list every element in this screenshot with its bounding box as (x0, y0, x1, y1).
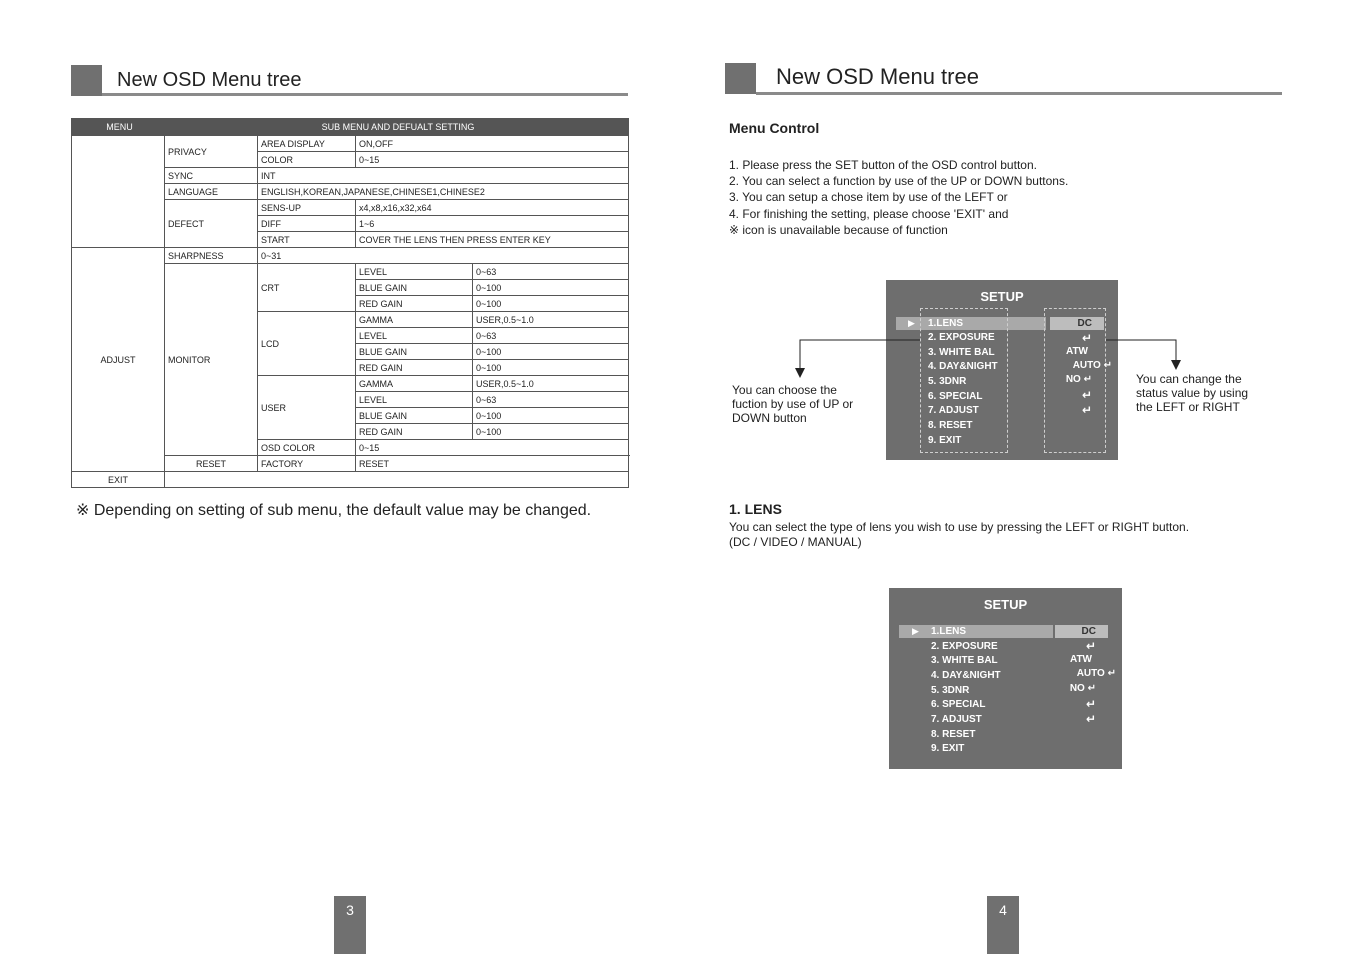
cell-area-display: AREA DISPLAY (258, 136, 356, 152)
menu-cell-exit: EXIT (72, 472, 165, 488)
cell-crt-blue-gain: BLUE GAIN (356, 280, 473, 296)
osd-item-special[interactable]: 6. SPECIAL (928, 391, 983, 402)
cell-sens-up: SENS-UP (258, 200, 356, 216)
osd-value-special: ↵ (1085, 697, 1096, 711)
cell-lcd-red-range: 0~100 (473, 360, 629, 376)
cell-languages: ENGLISH,KOREAN,JAPANESE,CHINESE1,CHINESE2 (258, 184, 629, 200)
instruction-2: 2. You can select a function by use of the UP or DOWN buttons. (729, 174, 1069, 188)
cell-on-off: ON,OFF (356, 136, 629, 152)
osd-value-exposure: ↵ (1085, 639, 1096, 653)
osd-menu-tree-table (71, 118, 629, 488)
right-page-title: New OSD Menu tree (776, 64, 979, 89)
osd-item-reset[interactable]: 8. RESET (931, 729, 976, 740)
cell-int: INT (258, 168, 629, 184)
osd-item-lens[interactable]: 1.LENS (928, 318, 964, 329)
osd-item-exit[interactable]: 9. EXIT (928, 435, 962, 446)
osd-value-lens: DC (1077, 318, 1092, 329)
cell-osd-color-range: 0~15 (356, 440, 629, 456)
table-row (72, 248, 629, 264)
cell-start: START (258, 232, 356, 248)
cell-user-blue-range: 0~100 (473, 408, 629, 424)
cell-user-red-range: 0~100 (473, 424, 629, 440)
osd-item-3dnr[interactable]: 5. 3DNR (928, 376, 967, 387)
osd-cursor-icon: ▶ (912, 626, 919, 636)
cell-exit-empty (165, 472, 629, 488)
osd-value-exposure: ↵ (1081, 331, 1092, 345)
osd-value-3dnr: NO ↵ (1069, 683, 1096, 694)
osd-item-3dnr[interactable]: 5. 3DNR (931, 685, 970, 696)
osd-value-lens: DC (1081, 626, 1096, 637)
osd-value-adjust: ↵ (1085, 712, 1096, 726)
cell-defect: DEFECT (165, 200, 258, 248)
cell-lcd-blue-gain: BLUE GAIN (356, 344, 473, 360)
cell-privacy: PRIVACY (165, 136, 258, 168)
instruction-4: 4. For finishing the setting, please choose 'EXIT' and (729, 207, 1009, 221)
right-header-block (725, 63, 756, 94)
cell-color: COLOR (258, 152, 356, 168)
cell-diff: DIFF (258, 216, 356, 232)
cell-lcd-red-gain: RED GAIN (356, 360, 473, 376)
table-row (72, 136, 629, 152)
osd-value-day-night: AUTO ↵ (1076, 668, 1116, 679)
osd-value-adjust: ↵ (1081, 403, 1092, 417)
page-number-3: 3 (334, 896, 366, 954)
cell-sens-up-vals: x4,x8,x16,x32,x64 (356, 200, 629, 216)
lens-section-title: 1. LENS (729, 501, 782, 517)
cell-lcd: LCD (258, 312, 356, 376)
osd-item-special[interactable]: 6. SPECIAL (931, 699, 986, 710)
osd-item-exit[interactable]: 9. EXIT (931, 743, 965, 754)
osd-item-day-night[interactable]: 4. DAY&NIGHT (928, 361, 998, 372)
cell-user-gamma: GAMMA (356, 376, 473, 392)
cell-lcd-level-range: 0~63 (473, 328, 629, 344)
instruction-note: ※ icon is unavailable because of function (729, 223, 948, 237)
page-number-4: 4 (987, 896, 1019, 954)
menu-cell-reset: RESET (165, 456, 258, 472)
cell-sync: SYNC (165, 168, 258, 184)
cell-start-val: COVER THE LENS THEN PRESS ENTER KEY (356, 232, 629, 248)
osd-item-adjust[interactable]: 7. ADJUST (928, 405, 979, 416)
cell-crt-red-range: 0~100 (473, 296, 629, 312)
osd-highlight-bar (899, 625, 1053, 638)
cell-user-blue-gain: BLUE GAIN (356, 408, 473, 424)
cell-crt-level: LEVEL (356, 264, 473, 280)
osd-item-white-bal[interactable]: 3. WHITE BAL (928, 347, 995, 358)
cell-user: USER (258, 376, 356, 440)
header-submenu: SUB MENU AND DEFUALT SETTING (165, 119, 629, 136)
osd-value-special: ↵ (1081, 388, 1092, 402)
cell-user-level-range: 0~63 (473, 392, 629, 408)
callout-right-text: You can change the status value by using the LEFT or RIGHT (1136, 372, 1249, 414)
cell-monitor: MONITOR (165, 264, 258, 456)
lens-description: You can select the type of lens you wish to use by pressing the LEFT or RIGHT button. (729, 520, 1190, 534)
right-header-rule (756, 92, 1282, 95)
left-header-block (71, 65, 102, 96)
cell-lcd-blue-range: 0~100 (473, 344, 629, 360)
cell-user-level: LEVEL (356, 392, 473, 408)
instruction-1: 1. Please press the SET button of the OSD control button. (729, 158, 1037, 172)
osd-value-day-night: AUTO ↵ (1072, 360, 1112, 371)
cell-lcd-gamma: GAMMA (356, 312, 473, 328)
menu-cell-setup (72, 136, 165, 248)
cell-color-range: 0~15 (356, 152, 629, 168)
osd-title: SETUP (983, 597, 1028, 612)
menu-cell-adjust: ADJUST (72, 248, 165, 472)
default-value-note: ※ Depending on setting of sub menu, the default value may be changed. (76, 502, 592, 519)
cell-crt: CRT (258, 264, 356, 312)
osd-item-exposure[interactable]: 2. EXPOSURE (928, 332, 995, 343)
cell-lcd-gamma-val: USER,0.5~1.0 (473, 312, 629, 328)
cell-user-gamma-val: USER,0.5~1.0 (473, 376, 629, 392)
osd-item-lens[interactable]: 1.LENS (931, 626, 967, 637)
cell-reset-val: RESET (356, 456, 629, 472)
osd-item-reset[interactable]: 8. RESET (928, 420, 973, 431)
callout-left-text: You can choose the fuction by use of UP or DOWN button (732, 383, 854, 425)
osd-item-day-night[interactable]: 4. DAY&NIGHT (931, 670, 1001, 681)
cell-language: LANGUAGE (165, 184, 258, 200)
osd-value-white-bal: ATW (1065, 346, 1088, 357)
cell-factory: FACTORY (258, 456, 356, 472)
callout-connectors (780, 330, 1190, 380)
osd-title: SETUP (980, 289, 1024, 304)
table-header-row (72, 119, 629, 136)
cell-crt-red-gain: RED GAIN (356, 296, 473, 312)
cell-crt-level-range: 0~63 (473, 264, 629, 280)
cell-sharpness: SHARPNESS (165, 248, 258, 264)
cell-lcd-level: LEVEL (356, 328, 473, 344)
osd-item-exposure[interactable]: 2. EXPOSURE (931, 641, 998, 652)
left-page-title: New OSD Menu tree (117, 69, 302, 91)
osd-value-white-bal: ATW (1069, 654, 1092, 665)
osd-setup-panel-2 (889, 588, 1122, 769)
lens-options: (DC / VIDEO / MANUAL) (729, 535, 862, 549)
osd-cursor-icon: ▶ (908, 318, 915, 328)
cell-crt-blue-range: 0~100 (473, 280, 629, 296)
cell-sharpness-range: 0~31 (258, 248, 629, 264)
osd-value-3dnr: NO ↵ (1065, 374, 1092, 385)
table-row (72, 472, 629, 488)
instruction-3: 3. You can setup a chose item by use of the LEFT or (729, 190, 1008, 204)
cell-diff-range: 1~6 (356, 216, 629, 232)
osd-item-adjust[interactable]: 7. ADJUST (931, 714, 982, 725)
cell-osd-color: OSD COLOR (258, 440, 356, 456)
osd-item-white-bal[interactable]: 3. WHITE BAL (931, 655, 998, 666)
menu-control-title: Menu Control (729, 120, 820, 136)
left-header-rule (102, 93, 628, 96)
header-menu: MENU (72, 119, 165, 136)
cell-user-red-gain: RED GAIN (356, 424, 473, 440)
